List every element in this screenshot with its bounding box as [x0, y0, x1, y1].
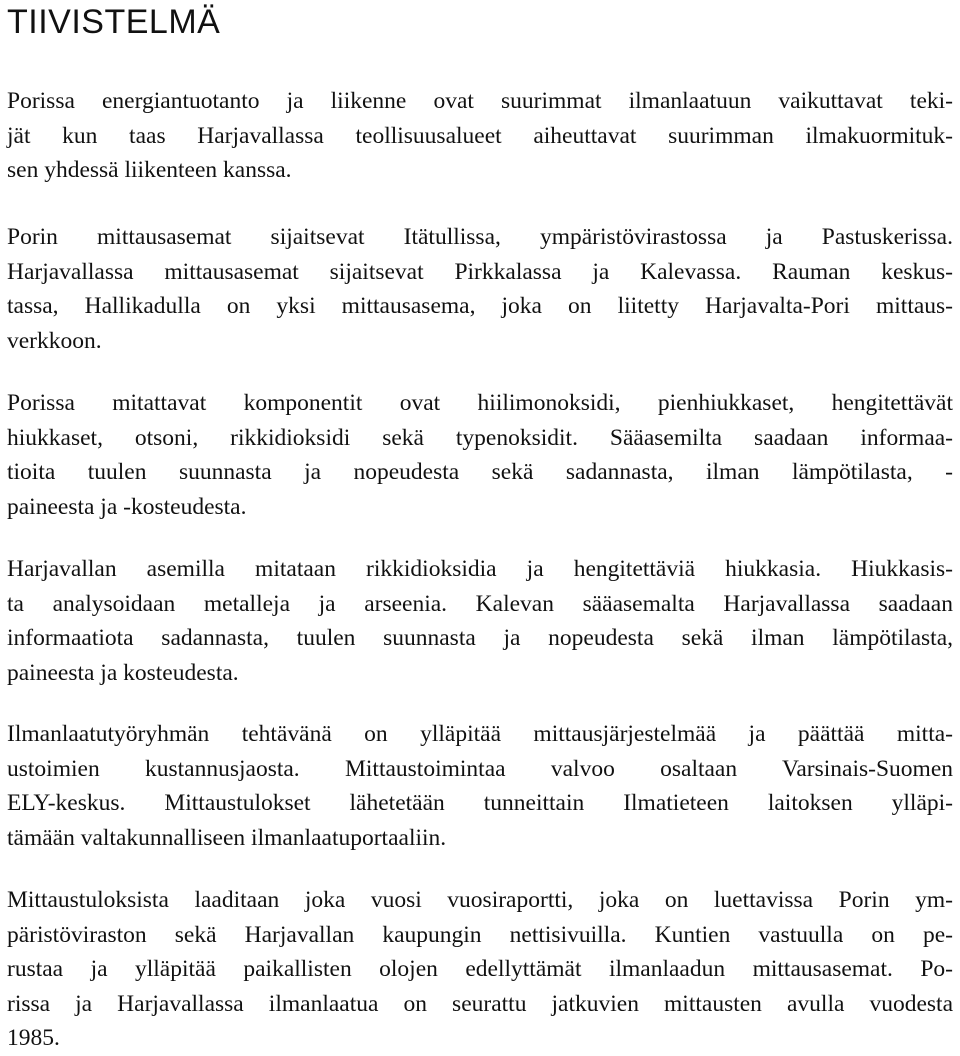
- text-line: rissa ja Harjavallassa ilmanlaatua on seurattu jatkuvien mittausten avulla vuodesta: [7, 990, 953, 1017]
- paragraph-annual-report: [7, 883, 953, 1056]
- text-line: ELY-keskus. Mittaustulokset lähetetään tunneittain Ilmatieteen laitoksen ylläpi-: [7, 790, 953, 816]
- text-line: Harjavallan asemilla mitataan rikkidioksidia ja hengitettäviä hiukkasia. Hiukkasis-: [7, 556, 953, 582]
- text-line: paineesta ja -kosteudesta.: [7, 493, 247, 520]
- paragraph-pori-components: [7, 386, 953, 524]
- text-line: Mittaustuloksista laaditaan joka vuosi vuosiraportti, joka on luettavissa Porin ym-: [7, 887, 953, 913]
- paragraph-station-locations: [7, 220, 953, 358]
- page-title: TIIVISTELMÄ: [7, 3, 221, 41]
- text-line: tioita tuulen suunnasta ja nopeudesta sekä sadannasta, ilman lämpötilasta, -: [7, 459, 953, 485]
- text-line: ta analysoidaan metalleja ja arseenia. Kalevan sääasemalta Harjavallassa saadaan: [7, 590, 953, 617]
- text-line: Porin mittausasemat sijaitsevat Itätullissa, ympäristövirastossa ja Pastuskerissa.: [7, 224, 953, 250]
- text-line: Ilmanlaatutyöryhmän tehtävänä on ylläpitää mittausjärjestelmää ja päättää mitta-: [7, 721, 953, 747]
- text-line: Porissa energiantuotanto ja liikenne ovat suurimmat ilmanlaatuun vaikuttavat teki-: [7, 88, 953, 114]
- text-line: päristöviraston sekä Harjavallan kaupungin nettisivuilla. Kuntien vastuulla on pe-: [7, 921, 953, 948]
- text-line: sen yhdessä liikenteen kanssa.: [7, 157, 292, 183]
- text-line: Harjavallassa mittausasemat sijaitsevat Pirkkalassa ja Kalevassa. Rauman keskus-: [7, 258, 953, 285]
- text-line: hiukkaset, otsoni, rikkidioksidi sekä typenoksidit. Sääasemilta saadaan informaa-: [7, 424, 953, 451]
- text-line: tämään valtakunnalliseen ilmanlaatuportaaliin.: [7, 824, 447, 851]
- text-line: informaatiota sadannasta, tuulen suunnasta ja nopeudesta sekä ilman lämpötilasta,: [7, 625, 953, 651]
- paragraph-working-group: [7, 717, 953, 855]
- text-line: rustaa ja ylläpitää paikallisten olojen edellyttämät ilmanlaadun mittausasemat. Po-: [7, 956, 953, 982]
- text-line: ustoimien kustannusjaosta. Mittaustoimintaa valvoo osaltaan Varsinais-Suomen: [7, 755, 953, 782]
- text-line: Porissa mitattavat komponentit ovat hiilimonoksidi, pienhiukkaset, hengitettävät: [7, 390, 953, 416]
- text-line: jät kun taas Harjavallassa teollisuusalueet aiheuttavat suurimman ilmakuormituk-: [7, 122, 953, 149]
- text-line: paineesta ja kosteudesta.: [7, 659, 239, 686]
- paragraph-energy-traffic: [7, 84, 953, 188]
- text-line: tassa, Hallikadulla on yksi mittausasema, joka on liitetty Harjavalta-Pori mittaus-: [7, 293, 953, 319]
- text-line: 1985.: [7, 1025, 60, 1051]
- paragraph-harjavalta-measurements: [7, 552, 953, 690]
- text-line: verkkoon.: [7, 327, 102, 354]
- document-page: [7, 0, 953, 1051]
